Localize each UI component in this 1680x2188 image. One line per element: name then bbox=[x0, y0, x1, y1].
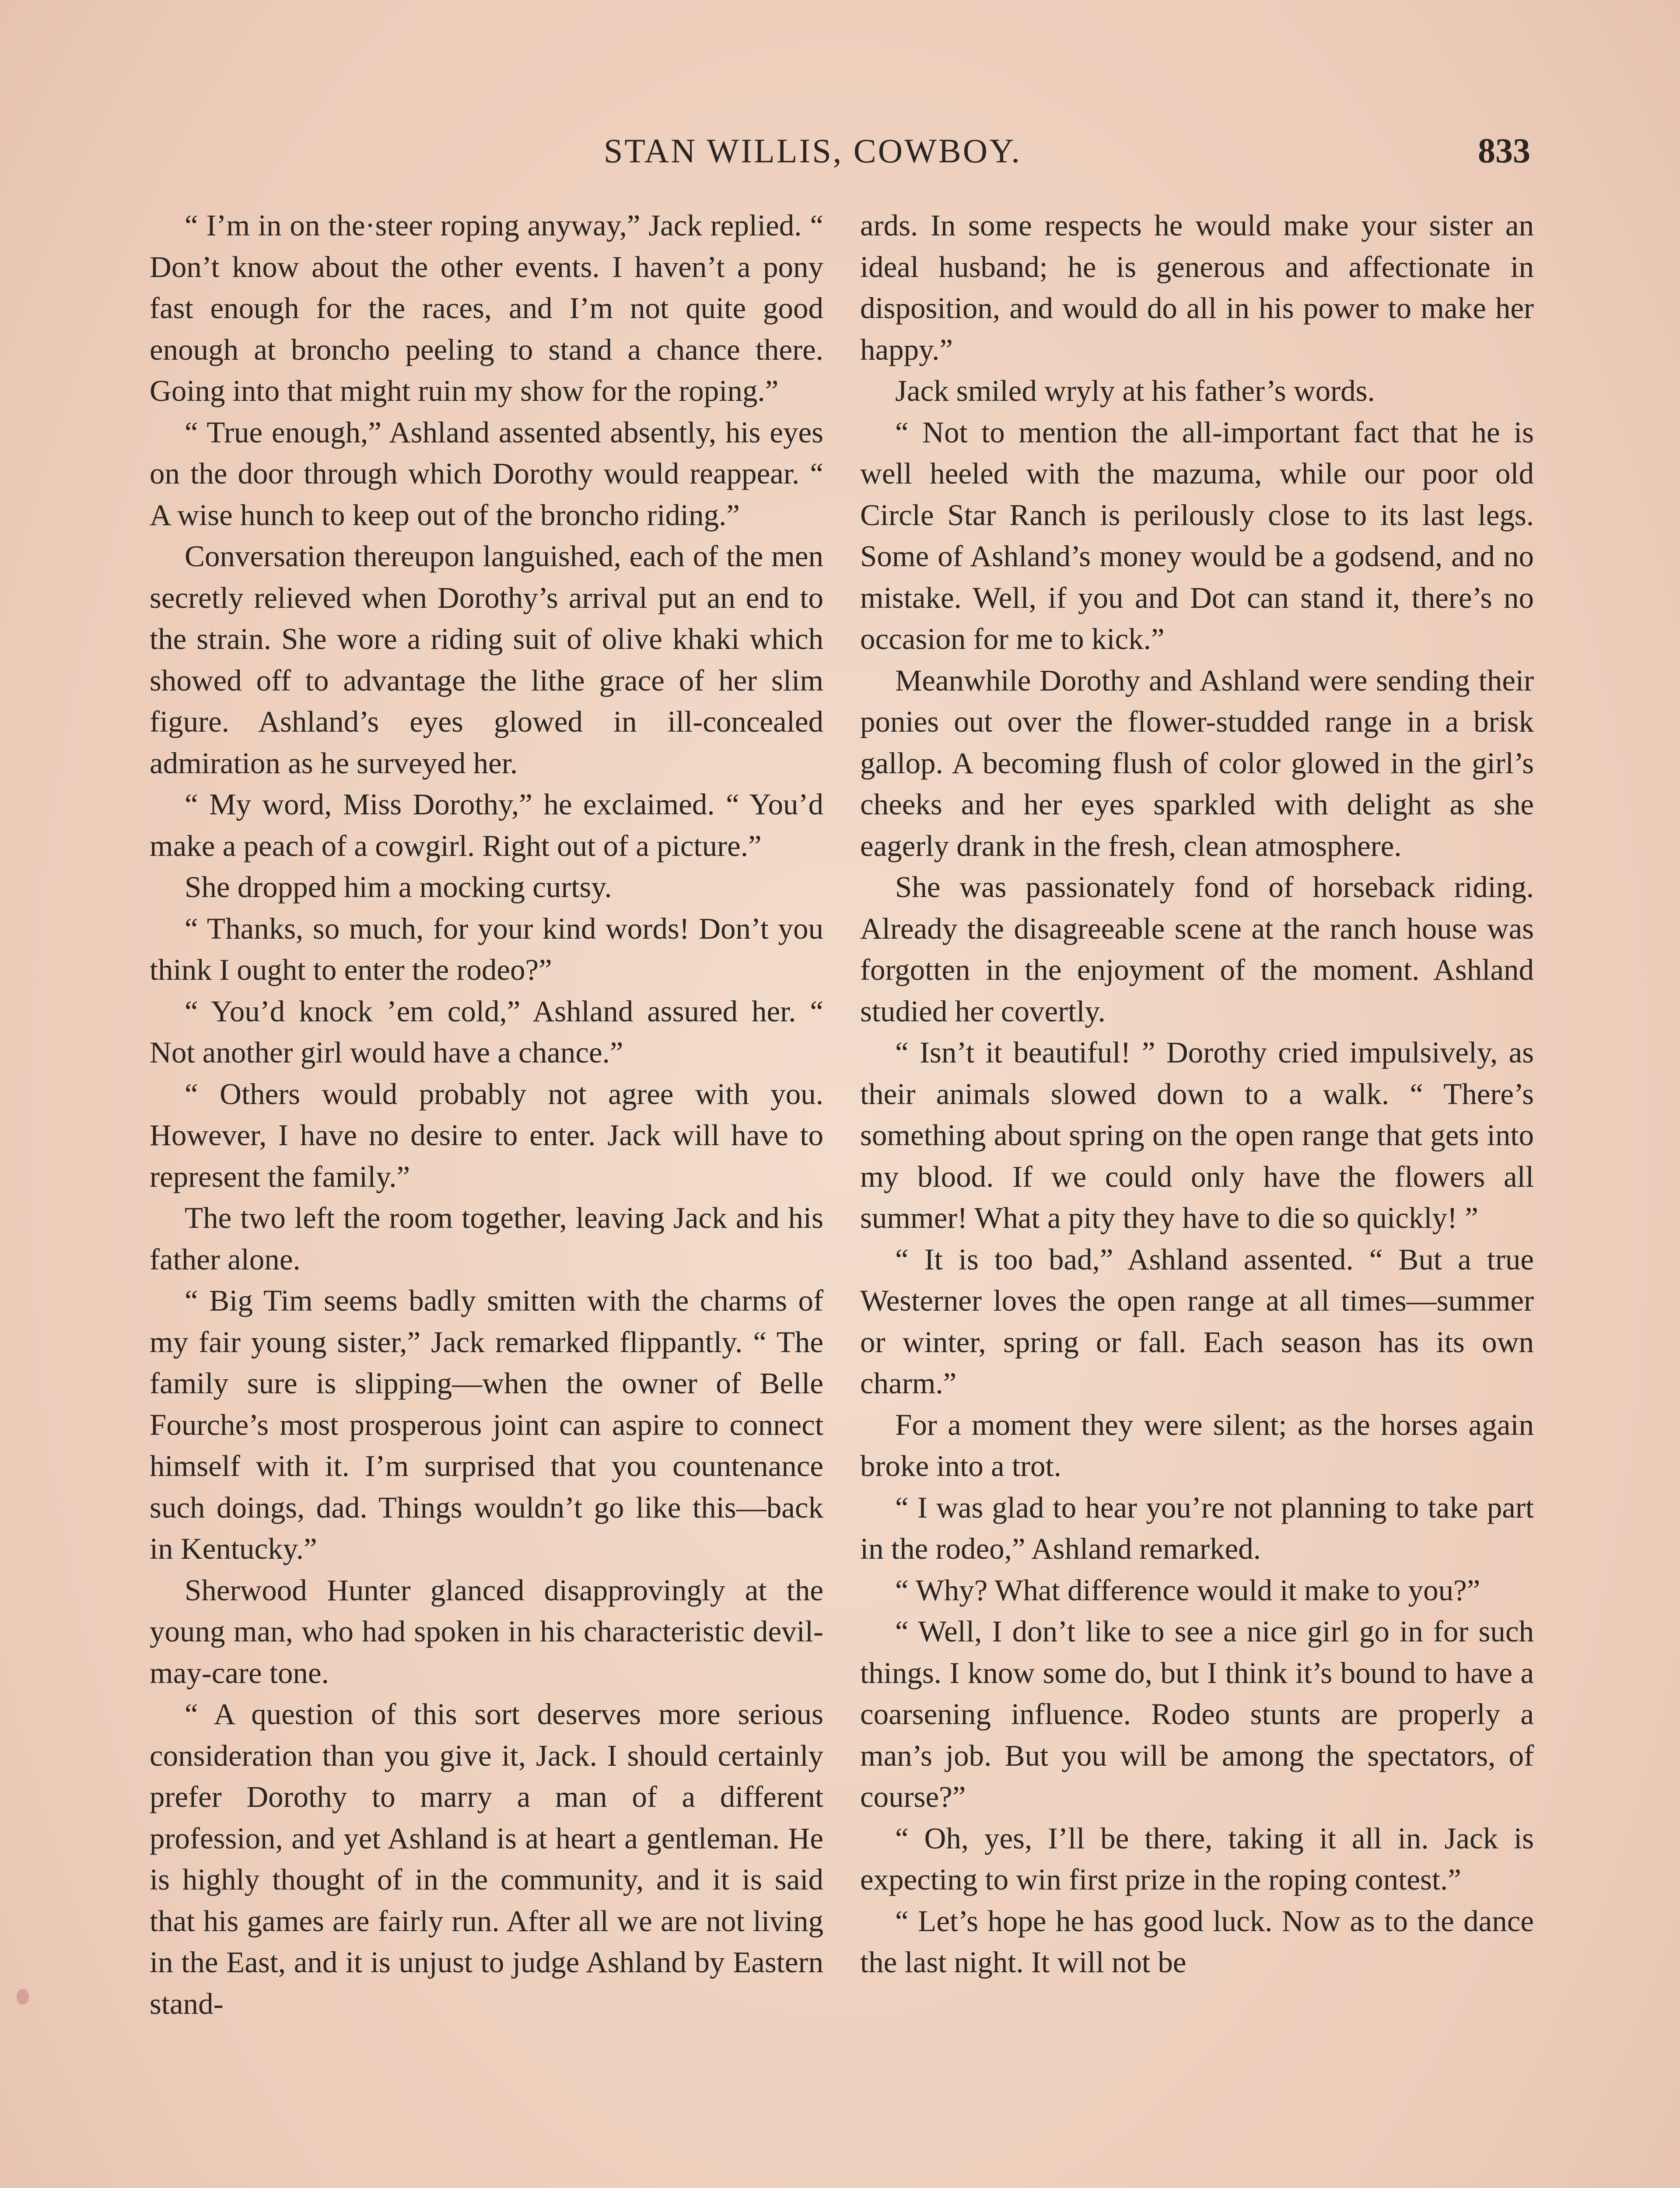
page-number: 833 bbox=[1478, 132, 1530, 170]
paragraph-continuation: ards. In some respects he would make your sister an ideal husband; he is generous and affectionate in disposition, and would do all in his power to make her happy.” bbox=[860, 209, 1534, 366]
paragraph: “ My word, Miss Dorothy,” he exclaimed. “ You’d make a peach of a cowgirl. Right out of a picture.” bbox=[150, 788, 823, 863]
paper-stain bbox=[17, 1989, 29, 2005]
right-column bbox=[860, 205, 1534, 1983]
paragraph: She was passionately fond of horseback riding. Already the disagreeable scene at the ranch house was forgotten in the enjoyment of the moment. Ashland studied her covertly. bbox=[860, 870, 1534, 1028]
paragraph: Conversation thereupon languished, each of the men secretly relieved when Dorothy’s arrival put an end to the strain. She wore a riding suit of olive khaki which showed off to advantage the lithe grace of her slim figure. Ashland’s eyes glowed in ill-concealed admiration as he surveyed her. bbox=[150, 540, 823, 780]
paragraph: “ A question of this sort deserves more serious consideration than you give it, Jack. I should certainly prefer Dorothy to marry a man of a different profession, and yet Ashland is at heart a gentleman. He is highly thought of in the community, and it is said that his games are fairly run. After all we are not living in the East, and it is unjust to judge Ashland by Eastern stand- bbox=[150, 1697, 823, 2020]
paragraph: Meanwhile Dorothy and Ashland were sending their ponies out over the flower-studded range in a brisk gallop. A becoming flush of color glowed in the girl’s cheeks and her eyes sparkled with delight as she eagerly drank in the fresh, clean atmosphere. bbox=[860, 663, 1534, 863]
paragraph: For a moment they were silent; as the horses again broke into a trot. bbox=[860, 1408, 1534, 1483]
paragraph: The two left the room together, leaving Jack and his father alone. bbox=[150, 1201, 823, 1276]
paragraph: “ I was glad to hear you’re not planning to take part in the rodeo,” Ashland remarked. bbox=[860, 1490, 1534, 1565]
paragraph: “ Thanks, so much, for your kind words! Don’t you think I ought to enter the rodeo?” bbox=[150, 912, 823, 986]
left-column bbox=[150, 205, 823, 2024]
paragraph: “ Big Tim seems badly smitten with the charms of my fair young sister,” Jack remarked flippantly. “ The family sure is slipping—when the owner of Belle Fourche’s most prosperous joint can aspire to connect himself with it. I’m surprised that you countenance such doings, dad. Things wouldn’t go like this—back in Kentucky.” bbox=[150, 1284, 823, 1565]
paragraph: Sherwood Hunter glanced disapprovingly at the young man, who had spoken in his characteristic devil-may-care tone. bbox=[150, 1573, 823, 1690]
paragraph: “ I’m in on the·steer roping anyway,” Jack replied. “ Don’t know about the other events. I haven’t a pony fast enough for the races, and I’m not quite good enough at broncho peeling to stand a chance there. Going into that might ruin my show for the roping.” bbox=[150, 209, 823, 407]
paragraph: Jack smiled wryly at his father’s words. bbox=[895, 374, 1375, 407]
paragraph: “ It is too bad,” Ashland assented. “ But a true Westerner loves the open range at all times—summer or winter, spring or fall. Each season has its own charm.” bbox=[860, 1242, 1534, 1400]
paragraph: “ You’d knock ’em cold,” Ashland assured her. “ Not another girl would have a chance.” bbox=[150, 994, 823, 1069]
paragraph: “ Isn’t it beautiful! ” Dorothy cried impulsively, as their animals slowed down to a walk. “ There’s something about spring on the open range that gets into my blood. If we could only have the flowers all summer! What a pity they have to die so quickly! ” bbox=[860, 1036, 1534, 1234]
running-title: STAN WILLIS, COWBOY. bbox=[604, 132, 1022, 170]
paragraph: “ Not to mention the all-important fact that he is well heeled with the mazuma, while our poor old Circle Star Ranch is perilously close to its last legs. Some of Ashland’s money would be a godsend, and no mistake. Well, if you and Dot can stand it, there’s no occasion for me to kick.” bbox=[860, 415, 1534, 656]
paragraph: “ Others would probably not agree with you. However, I have no desire to enter. Jack will have to represent the family.” bbox=[150, 1077, 823, 1193]
paragraph: “ Oh, yes, I’ll be there, taking it all in. Jack is expecting to win first prize in the roping contest.” bbox=[860, 1821, 1534, 1896]
paragraph: “ Let’s hope he has good luck. Now as to the dance the last night. It will not be bbox=[860, 1904, 1534, 1979]
paragraph: She dropped him a mocking curtsy. bbox=[185, 870, 612, 904]
paragraph: “ Why? What difference would it make to you?” bbox=[895, 1573, 1480, 1607]
paragraph: “ True enough,” Ashland assented absently, his eyes on the door through which Dorothy would reappear. “ A wise hunch to keep out of the broncho riding.” bbox=[150, 415, 823, 532]
paragraph: “ Well, I don’t like to see a nice girl go in for such things. I know some do, but I think it’s bound to have a coarsening influence. Rodeo stunts are properly a man’s job. But you will be among the spectators, of course?” bbox=[860, 1615, 1534, 1813]
